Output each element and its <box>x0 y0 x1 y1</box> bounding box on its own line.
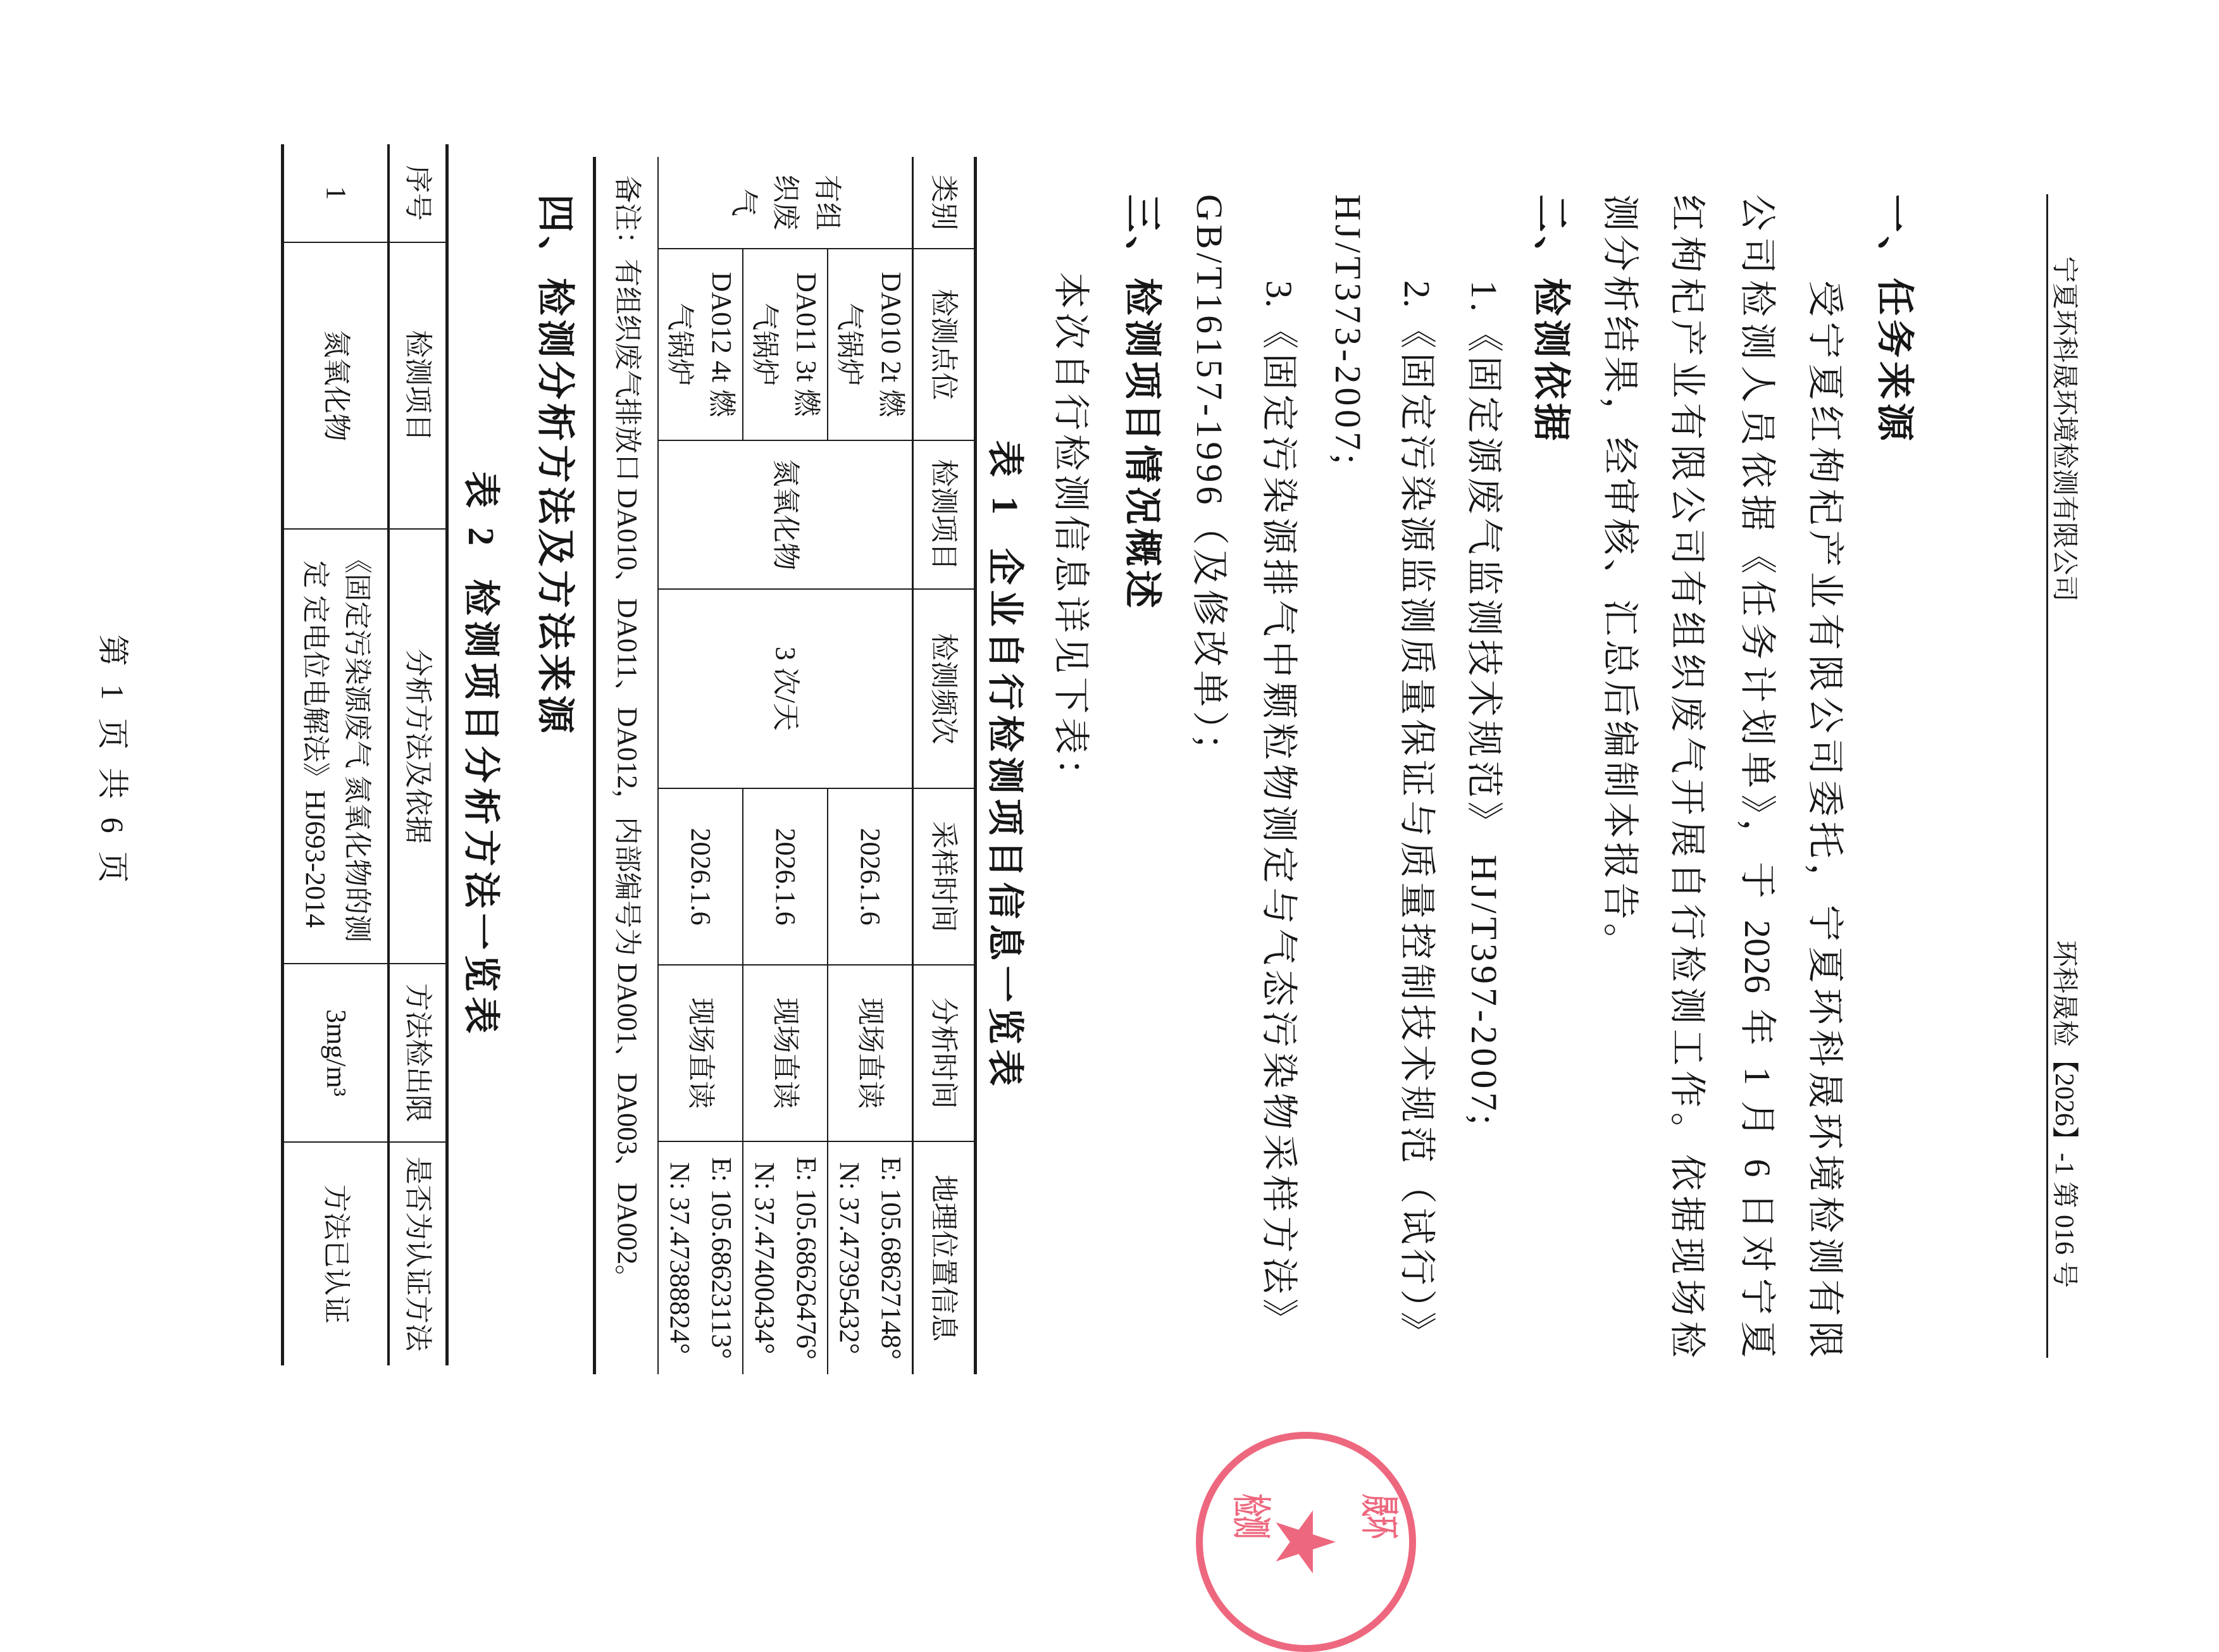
red-seal-stamp <box>1184 1490 1425 1579</box>
latitude: N: 37.47395432° <box>834 1162 865 1355</box>
category-cell: 有组织废气 <box>658 157 913 249</box>
geo-location-cell <box>743 1141 828 1374</box>
column-header-item: 检测项目 <box>389 242 447 529</box>
item-cell: 氮氧化物 <box>283 242 389 529</box>
frequency-cell: 3 次/天 <box>658 589 913 788</box>
section-heading-methods: 四、检测分析方法及方法来源 <box>534 194 576 737</box>
table-header-row <box>389 144 447 1365</box>
column-header-frequency: 检测频次 <box>913 589 976 788</box>
paragraph-line: 红枸杞产业有限公司有组织废气开展自行检测工作。依据现场检 <box>1667 194 1708 1358</box>
column-header-certified: 是否为认证方法 <box>389 1142 447 1365</box>
basis-item-1: 1.《固定源废气监测技术规范》 HJ/T397-2007; <box>1464 280 1505 1129</box>
section-heading-task-source: 一、任务来源 <box>1874 194 1916 445</box>
column-header-item: 检测项目 <box>913 440 976 589</box>
header-company-name: 宁夏环科晟环境检测有限公司 <box>2049 256 2079 602</box>
longitude: E: 105.68626476° <box>791 1157 822 1360</box>
latitude: N: 37.47388824° <box>664 1162 695 1355</box>
seal-text-top: 晟环 <box>1357 1494 1401 1539</box>
point-cell: DA011 3t 燃气锅炉 <box>743 249 828 440</box>
table-row <box>828 157 913 1374</box>
monitoring-items-table <box>594 157 978 1374</box>
header-divider <box>2046 194 2048 1358</box>
paragraph-line: 受宁夏红枸杞产业有限公司委托，宁夏环科晟环境检测有限 <box>1805 280 1846 1358</box>
table-header-row <box>913 157 976 1374</box>
latitude: N: 37.47400434° <box>749 1162 780 1355</box>
column-header-analysis-time: 分析时间 <box>913 965 976 1141</box>
point-cell: DA010 2t 燃气锅炉 <box>828 249 913 440</box>
star-icon: ★ <box>1257 1505 1353 1579</box>
sampling-date-cell: 2026.1.6 <box>658 788 743 965</box>
basis-item-3-continued: GB/T16157-1996（及修改单）； <box>1189 194 1230 774</box>
seal-text-bottom: 检测 <box>1229 1494 1272 1539</box>
column-header-category: 类别 <box>913 157 976 249</box>
longitude: E: 105.68623113° <box>706 1157 737 1360</box>
geo-location-cell <box>828 1141 913 1374</box>
table-note-row <box>595 157 658 1374</box>
method-cell: 《固定污染源废气 氮氧化物的测定 定电位电解法》HJ693-2014 <box>283 529 389 964</box>
item-cell: 氮氧化物 <box>658 440 913 589</box>
column-header-point: 检测点位 <box>913 249 976 440</box>
header-report-number: 环科晟检【2026】-1 第 016 号 <box>2049 940 2079 1288</box>
table2-title: 表 2 检测项目分析方法一览表 <box>461 471 502 1039</box>
table-row <box>283 144 389 1365</box>
analysis-time-cell: 现场直读 <box>658 965 743 1141</box>
geo-location-cell <box>658 1141 743 1374</box>
longitude: E: 105.68627148° <box>876 1157 907 1360</box>
sampling-date-cell: 2026.1.6 <box>828 788 913 965</box>
detection-limit-cell: 3mg/m³ <box>283 964 389 1142</box>
analysis-methods-table <box>281 144 449 1365</box>
certified-cell: 方法已认证 <box>283 1142 389 1365</box>
row-number-cell: 1 <box>283 144 389 242</box>
point-cell: DA012 4t 燃气锅炉 <box>658 249 743 440</box>
overview-intro: 本次自行检测信息详见下表： <box>1050 272 1091 799</box>
basis-item-2-continued: HJ/T373-2007; <box>1327 194 1369 468</box>
paragraph-line: 测分析结果，经审核、汇总后编制本报告。 <box>1600 194 1641 964</box>
basis-item-2: 2.《固定污染源监测质量保证与质量控制技术规范（试行）》 <box>1396 280 1438 1348</box>
analysis-time-cell: 现场直读 <box>828 965 913 1141</box>
column-header-method: 分析方法及依据 <box>389 529 447 964</box>
column-header-detection-limit: 方法检出限 <box>389 964 447 1142</box>
column-header-no: 序号 <box>389 144 447 242</box>
page-number: 第 1 页 共 6 页 <box>95 634 130 888</box>
table1-title: 表 1 企业自行检测项目信息一览表 <box>985 440 1026 1091</box>
analysis-time-cell: 现场直读 <box>743 965 828 1141</box>
column-header-geo-location: 地理位置信息 <box>913 1141 976 1374</box>
section-heading-overview: 三、检测项目情况概述 <box>1121 194 1164 612</box>
basis-item-3: 3.《固定污染源排气中颗粒物测定与气态污染物采样方法》 <box>1259 280 1300 1335</box>
column-header-sampling-date: 采样时间 <box>913 788 976 965</box>
section-heading-basis: 二、检测依据 <box>1530 194 1572 445</box>
table-note: 备注：有组织废气排放口 DA010、DA011、DA012，内部编号为 DA001、DA003、DA002。 <box>595 157 658 1374</box>
sampling-date-cell: 2026.1.6 <box>743 788 828 965</box>
paragraph-line: 公司检测人员依据《任务计划单》，于 2026 年 1 月 6 日对宁夏 <box>1737 194 1778 1358</box>
